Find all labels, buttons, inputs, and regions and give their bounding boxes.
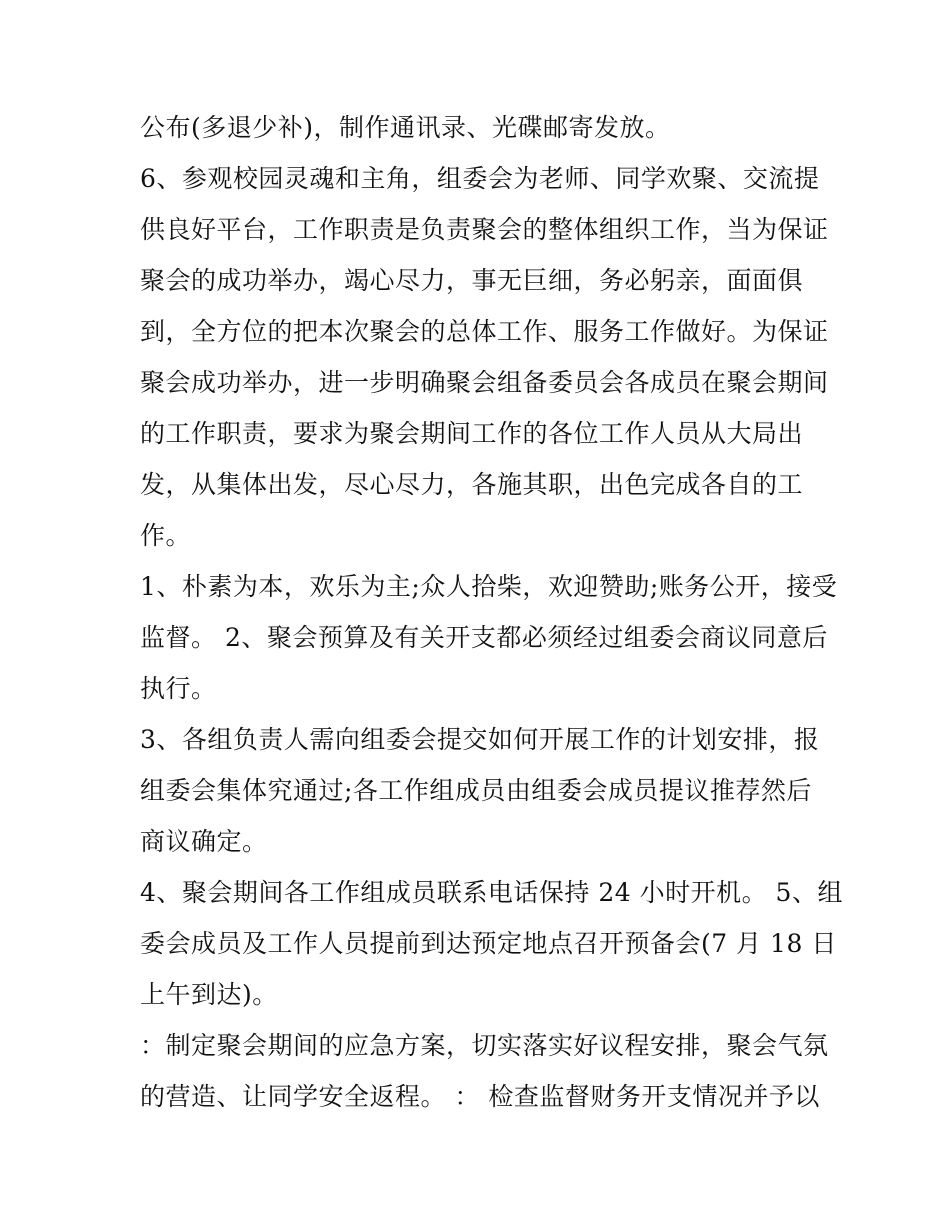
text-line-5: 到，全方位的把本次聚会的总体工作、服务工作做好。为保证 [140,317,829,346]
text-line-12: 执行。 [140,674,217,703]
text-line-19: ：制定聚会期间的应急方案，切实落实好议程安排，聚会气氛 [140,1031,829,1060]
text-line-1: 公布(多退少补)，制作通讯录、光碟邮寄发放。 [140,113,671,142]
text-line-17: 委会成员及工作人员提前到达预定地点召开预备会(7 月 18 日 [140,929,837,958]
text-line-13: 3、各组负责人需向组委会提交如何开展工作的计划安排，报 [140,725,820,754]
text-line-18: 上午到达)。 [140,980,278,1009]
text-line-10: 1、朴素为本，欢乐为主;众人拾柴，欢迎赞助;账务公开，接受 [140,572,838,601]
text-line-9: 作。 [140,521,192,550]
body-text [140,102,843,1122]
text-line-3: 供良好平台，工作职责是负责聚会的整体组织工作，当为保证 [140,215,829,244]
text-line-15: 商议确定。 [140,827,268,856]
text-line-4: 聚会的成功举办，竭心尽力，事无巨细，务必躬亲，面面俱 [140,266,804,295]
text-line-16: 4、聚会期间各工作组成员联系电话保持 24 小时开机。 5、组 [140,878,843,907]
text-line-20: 的营造、让同学安全返程。 ： 检查监督财务开支情况并予以 [140,1082,820,1111]
text-line-11: 监督。 2、聚会预算及有关开支都必须经过组委会商议同意后 [140,623,828,652]
text-line-7: 的工作职责，要求为聚会期间工作的各位工作人员从大局出 [140,419,804,448]
text-line-2: 6、参观校园灵魂和主角，组委会为老师、同学欢聚、交流提 [140,164,820,193]
text-line-8: 发，从集体出发，尽心尽力，各施其职，出色完成各自的工 [140,470,804,499]
text-line-14: 组委会集体究通过;各工作组成员由组委会成员提议推荐然后 [140,776,812,805]
text-line-6: 聚会成功举办，进一步明确聚会组备委员会各成员在聚会期间 [140,368,829,397]
